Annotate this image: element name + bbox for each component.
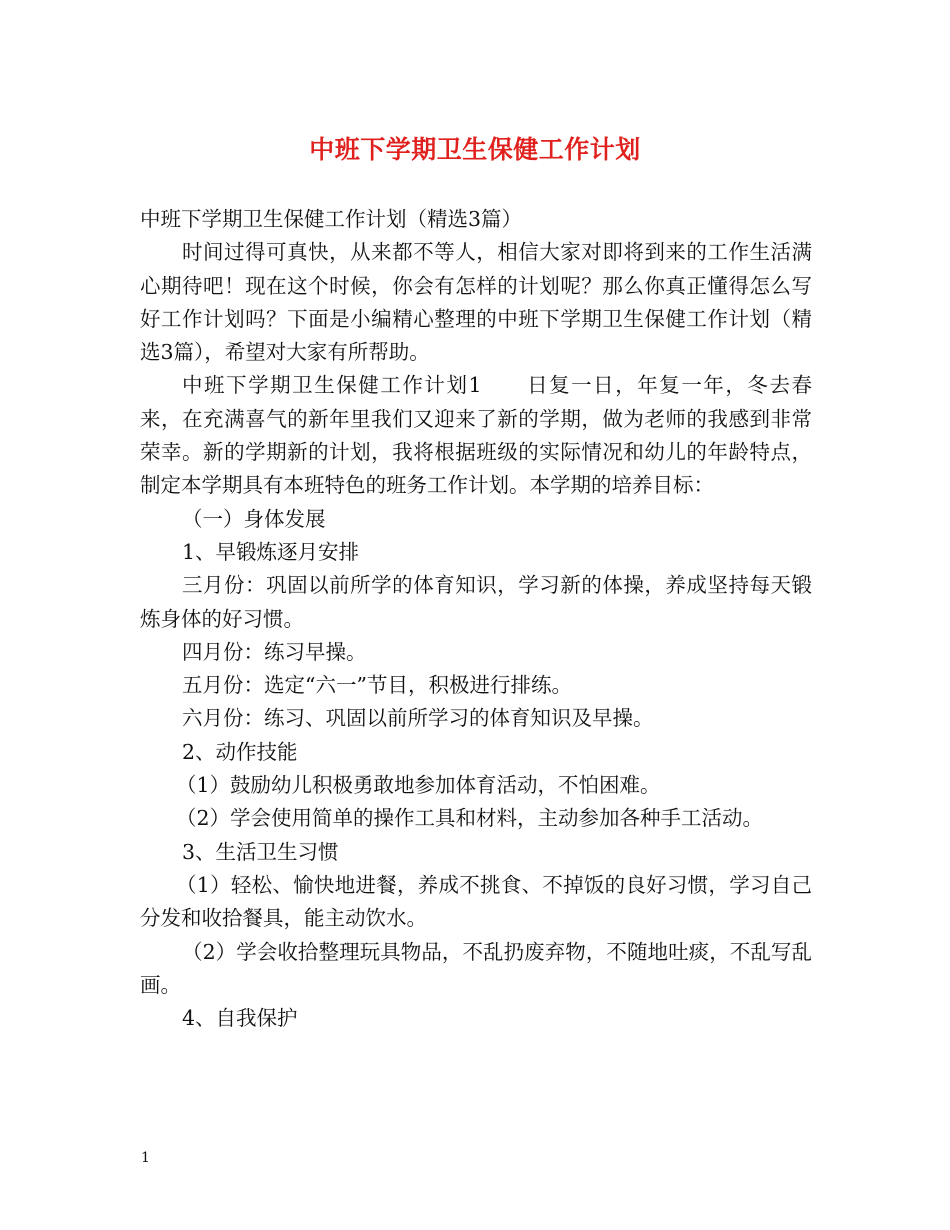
may-plan: 五月份：选定“六一”节目，积极进行排练。: [182, 673, 572, 698]
hygiene-habit-1: （1）轻松、愉快地进餐，养成不挑食、不掉饭的良好习惯，学习自己分发和收拾餐具，能主动饮水。: [140, 872, 812, 931]
section-heading-physical: （一）身体发展: [182, 506, 326, 531]
motor-skill-1: （1）鼓励幼儿积极勇敢地参加体育活动，不怕困难。: [176, 773, 661, 798]
march-plan: 三月份：巩固以前所学的体育知识，学习新的体操，养成坚持每天锻炼身体的好习惯。: [140, 573, 812, 631]
motor-skill-2: （2）学会使用简单的操作工具和材料，主动参加各种手工活动。: [176, 806, 764, 831]
item-hygiene-habits: 3、生活卫生习惯: [182, 839, 339, 864]
plan1-heading: 中班下学期卫生保健工作计划1: [182, 373, 482, 398]
page-number: 1: [141, 1150, 150, 1166]
hygiene-habit-2: （2）学会收拾整理玩具物品，不乱扔废弃物，不随地吐痰，不乱写乱画。: [140, 939, 812, 997]
plan1-paragraph: [140, 369, 812, 502]
plan1-text: 日复一日，年复一年，冬去春来，在充满喜气的新年里我们又迎来了新的学期，做为老师的我感到非常荣幸。新的学期新的计划，我将根据班级的实际情况和幼儿的年龄特点，制定本学期具有本班特色的班务工作计划。本学期的培养目标：: [140, 373, 813, 498]
june-plan: 六月份：练习、巩固以前所学习的体育知识及早操。: [182, 706, 654, 731]
item-motor-skills: 2、动作技能: [182, 739, 298, 764]
item-self-protection: 4、自我保护: [182, 1006, 298, 1031]
document-title: 中班下学期卫生保健工作计划: [309, 135, 641, 164]
april-plan: 四月份：练习早操。: [182, 639, 367, 664]
document-subtitle: 中班下学期卫生保健工作计划（精选3篇）: [140, 207, 523, 231]
intro-paragraph: 时间过得可真快，从来都不等人，相信大家对即将到来的工作生活满心期待吧！现在这个时候，你会有怎样的计划呢？那么你真正懂得怎么写好工作计划吗？下面是小编精心整理的中班下学期卫生保健工作计划（精选3篇），希望对大家有所帮助。: [140, 240, 812, 365]
item-morning-exercise: 1、早锻炼逐月安排: [182, 539, 360, 564]
document-body: [140, 203, 812, 1035]
